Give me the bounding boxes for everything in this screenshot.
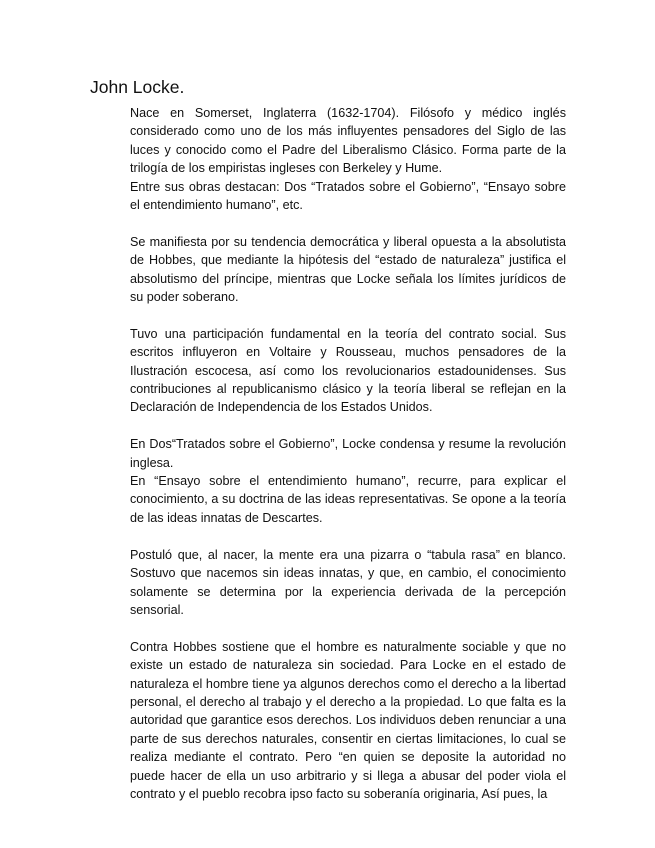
paragraph-biography: Nace en Somerset, Inglaterra (1632-1704). Filósofo y médico inglés considerado como uno de los más influyentes pensadores del Siglo de las luces y conocido como el Padre del Liberalismo Clásico. Forma parte de la trilogía de los empiristas ingleses con Berkeley y Hume. <box>130 106 566 176</box>
paragraph-contra-hobbes: Contra Hobbes sostiene que el hombre es naturalmente sociable y que no existe un estado de naturaleza sin sociedad. Para Locke en el estado de naturaleza el hombre tiene ya algunos derechos como el derecho a la libertad personal, el derecho al trabajo y el derecho a la propiedad. Lo que falta es la autoridad que garantice esos derechos. Los individuos deben renunciar a una parte de sus derechos naturales, consentir en ciertas limitaciones, lo cual se realiza mediante el contrato. Pero “en quien se deposite la autoridad no puede hacer de ella un uso arbitrario y si llega a abusar del poder viola el contrato y el pueblo recobra ipso facto su soberanía originaria, Así pues, la <box>130 639 566 801</box>
page-title: John Locke. <box>90 77 185 97</box>
document-body <box>130 104 566 803</box>
paragraph-works: Entre sus obras destacan: Dos “Tratados sobre el Gobierno”, “Ensayo sobre el entendimiento humano”, etc. <box>130 179 566 213</box>
paragraph-social-contract: Tuvo una participación fundamental en la teoría del contrato social. Sus escritos influyeron en Voltaire y Rousseau, muchos pensadores de la Ilustración escocesa, así como los revolucionarios estadounidenses. Sus contribuciones al republicanismo clásico y la teoría liberal se reflejan en la Declaración de Independencia de los Estados Unidos. <box>130 326 566 415</box>
paragraph-political-stance: Se manifiesta por su tendencia democrática y liberal opuesta a la absolutista de Hobbes, que mediante la hipótesis del “estado de naturaleza” justifica el absolutismo del príncipe, mientras que Locke señala los límites jurídicos de su poder soberano. <box>130 234 566 305</box>
paragraph-tabula-rasa: Postuló que, al nacer, la mente era una pizarra o “tabula rasa” en blanco. Sostuvo que nacemos sin ideas innatas, y que, en cambio, el conocimiento solamente se determina por la experiencia derivada de la percepción sensorial. <box>130 547 566 617</box>
paragraph-treatises: En Dos“Tratados sobre el Gobierno”, Locke condensa y resume la revolución inglesa. <box>130 437 566 470</box>
paragraph-essay: En “Ensayo sobre el entendimiento humano”, recurre, para explicar el conocimiento, a su doctrina de las ideas representativas. Se opone a la teoría de las ideas innatas de Descartes. <box>130 474 566 525</box>
